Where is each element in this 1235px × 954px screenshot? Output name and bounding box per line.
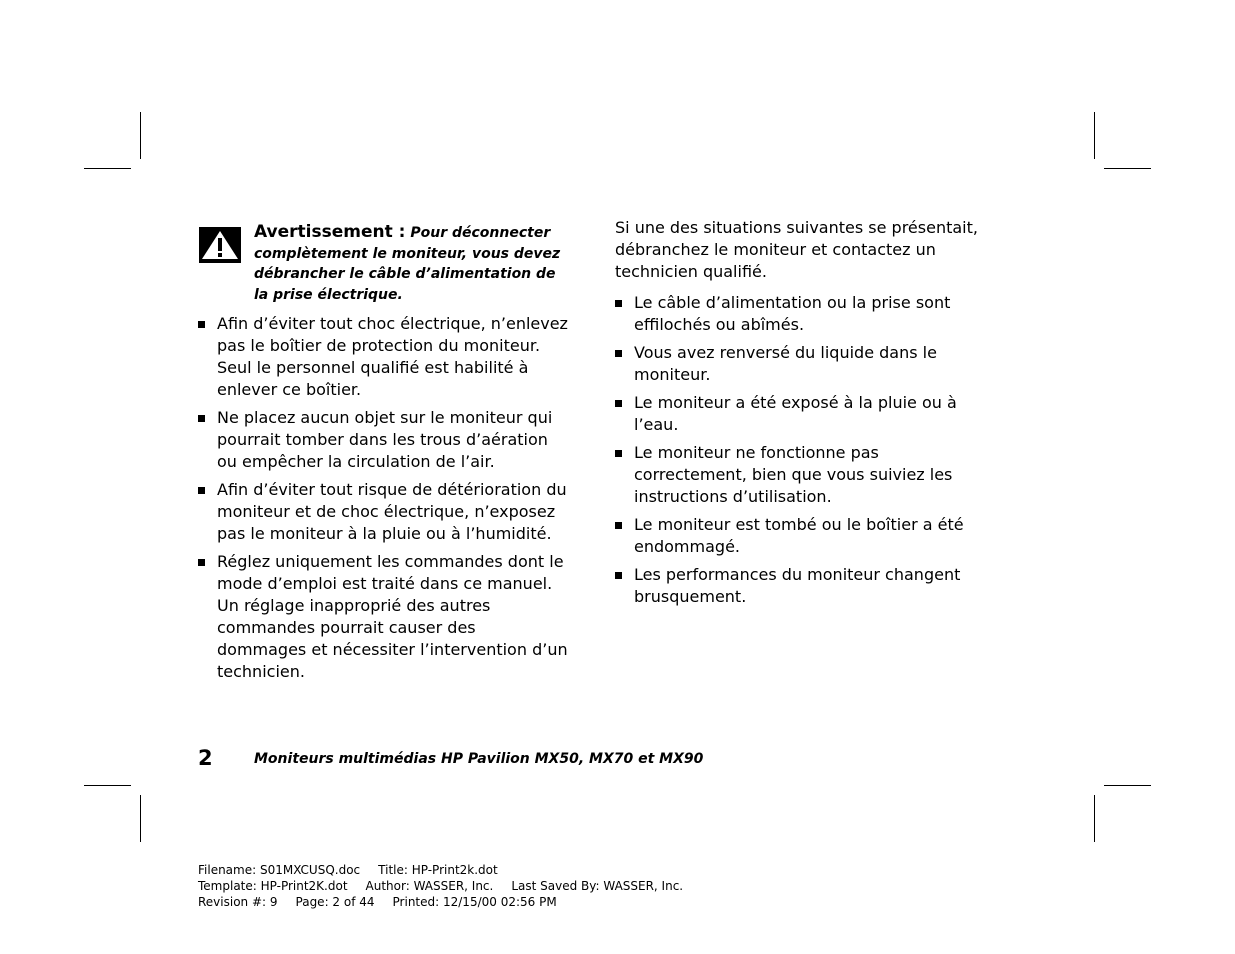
right-bullet-list <box>615 292 995 608</box>
meta-revision: Revision #: 9 <box>198 895 278 909</box>
warning-text <box>254 222 568 305</box>
crop-mark <box>1104 785 1151 786</box>
bullet-icon <box>615 450 622 457</box>
bullet-icon <box>198 487 205 494</box>
meta-author: Author: WASSER, Inc. <box>365 879 494 893</box>
list-item-text: Afin d’éviter tout risque de détérioration du moniteur et de choc électrique, n’exposez pas le moniteur à la pluie ou à l’humidité. <box>217 480 567 543</box>
list-item-text: Vous avez renversé du liquide dans le moniteur. <box>634 343 937 384</box>
bullet-icon <box>198 321 205 328</box>
bullet-icon <box>615 400 622 407</box>
bullet-icon <box>615 350 622 357</box>
file-metadata <box>198 862 701 910</box>
meta-template: Template: HP-Print2K.dot <box>198 879 348 893</box>
meta-printed: Printed: 12/15/00 02:56 PM <box>392 895 557 909</box>
meta-last-saved: Last Saved By: WASSER, Inc. <box>511 879 684 893</box>
meta-page: Page: 2 of 44 <box>295 895 375 909</box>
page-number: 2 <box>198 746 213 770</box>
list-item <box>615 442 995 508</box>
list-item <box>615 342 995 386</box>
meta-title: Title: HP-Print2k.dot <box>378 863 498 877</box>
warning-icon <box>198 226 242 264</box>
crop-mark <box>1094 112 1095 159</box>
list-item <box>198 313 568 401</box>
list-item <box>198 479 568 545</box>
left-bullet-list <box>198 313 568 683</box>
meta-line <box>198 894 701 910</box>
list-item <box>615 514 995 558</box>
bullet-icon <box>198 559 205 566</box>
crop-mark <box>84 168 131 169</box>
list-item <box>615 564 995 608</box>
bullet-icon <box>198 415 205 422</box>
meta-line <box>198 878 701 894</box>
left-column <box>198 222 568 689</box>
list-item <box>198 407 568 473</box>
list-item-text: Les performances du moniteur changent brusquement. <box>634 565 961 606</box>
footer-title: Moniteurs multimédias HP Pavilion MX50, MX70 et MX90 <box>254 751 704 767</box>
list-item <box>198 551 568 683</box>
warning-label: Avertissement : <box>254 222 406 242</box>
right-column <box>615 217 995 614</box>
list-item-text: Le câble d’alimentation ou la prise sont effilochés ou abîmés. <box>634 293 951 334</box>
crop-mark <box>140 795 141 842</box>
list-item-text: Réglez uniquement les commandes dont le mode d’emploi est traité dans ce manuel. Un réglage inapproprié des autres commandes pourrait causer des dommages et nécessiter l’intervention d’un technicien. <box>217 552 568 681</box>
list-item-text: Afin d’éviter tout choc électrique, n’enlevez pas le boîtier de protection du moniteur. Seul le personnel qualifié est habilité à enlever ce boîtier. <box>217 314 568 399</box>
list-item-text: Le moniteur est tombé ou le boîtier a été endommagé. <box>634 515 964 556</box>
meta-filename: Filename: S01MXCUSQ.doc <box>198 863 361 877</box>
intro-paragraph: Si une des situations suivantes se présentait, débranchez le moniteur et contactez un technicien qualifié. <box>615 218 978 281</box>
crop-mark <box>84 785 131 786</box>
list-item-text: Ne placez aucun objet sur le moniteur qui pourrait tomber dans les trous d’aération ou empêcher la circulation de l’air. <box>217 408 553 471</box>
list-item-text: Le moniteur ne fonctionne pas correctement, bien que vous suiviez les instructions d’utilisation. <box>634 443 953 506</box>
bullet-icon <box>615 300 622 307</box>
list-item-text: Le moniteur a été exposé à la pluie ou à l’eau. <box>634 393 957 434</box>
bullet-icon <box>615 572 622 579</box>
list-item <box>615 292 995 336</box>
crop-mark <box>1094 795 1095 842</box>
bullet-icon <box>615 522 622 529</box>
warning-block <box>198 222 568 305</box>
crop-mark <box>140 112 141 159</box>
crop-mark <box>1104 168 1151 169</box>
warning-message: Pour déconnecter complètement le moniteur, vous devez débrancher le câble d’alimentation de la prise électrique. <box>254 225 561 303</box>
meta-line <box>198 862 701 878</box>
list-item <box>615 392 995 436</box>
